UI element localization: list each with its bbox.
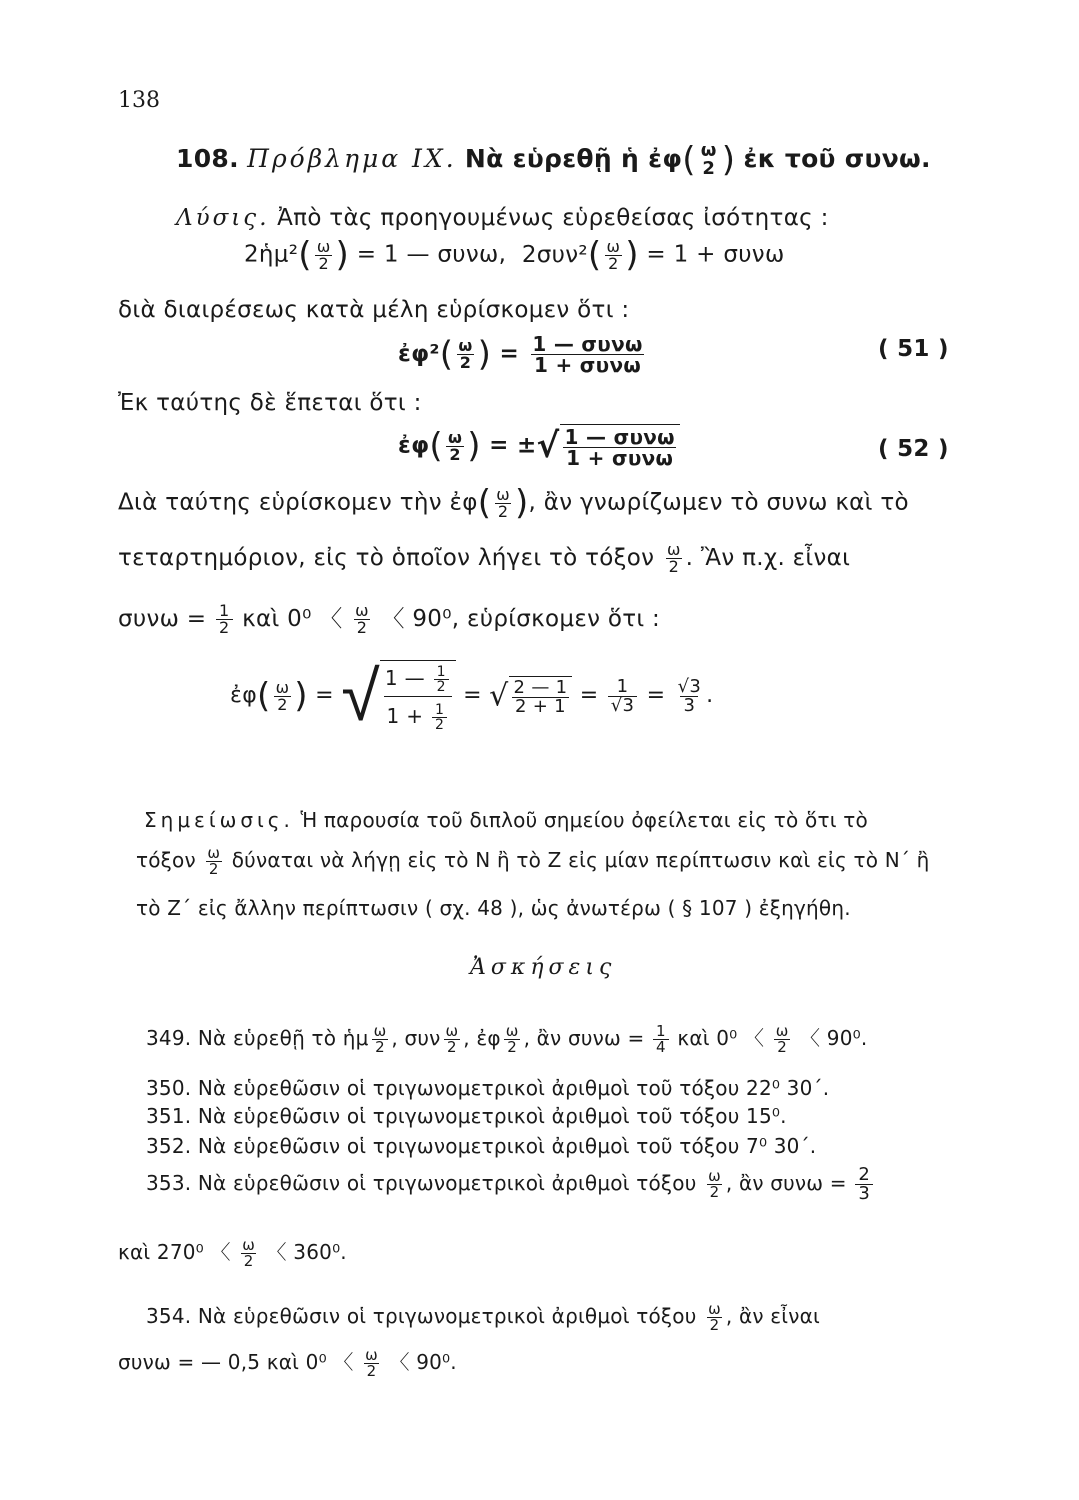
remark-line-2: τόξον $\frac{\omega}{2}$ δύναται νὰ λήγῃ εἰς τὸ Ν ἢ τὸ Ζ εἰς μίαν περίπτωσιν καὶ εἰς τὸ Ν΄ ἢ <box>136 844 930 878</box>
exercise-354-cont: συνω = — 0,5 καὶ 0⁰ 〈 $\frac{\omega}{2}$ 〈 90⁰. <box>118 1346 457 1380</box>
solution-line-2: διὰ διαιρέσεως κατὰ μέλη εὑρίσκομεν ὅτι : <box>118 297 630 323</box>
problem-label: Πρόβλημα IX. <box>247 144 457 173</box>
solution-line-6: συνω = $\frac{1}{2}$ καὶ 0⁰ 〈 $\frac{\omega}{2}$ 〈 90⁰, εὑρίσκομεν ὅτι : <box>118 601 661 637</box>
equation-51-tag: ( 51 ) <box>878 336 949 362</box>
remark-line-1: Σημείωσις. Ἡ παρουσία τοῦ διπλοῦ σημείου ὀφείλεται εἰς τὸ ὅτι τὸ <box>144 808 868 832</box>
remark-line-3: τὸ Ζ΄ εἰς ἄλλην περίπτωσιν ( σχ. 48 ), ὡς ἀνωτέρω ( § 107 ) ἐξηγήθη. <box>136 896 851 920</box>
equation-51: ἐφ²( $\frac{\omega}{2}$ ) = $\frac{\text{1 — συνω}}{\text{1 + συνω}}$ <box>398 332 643 377</box>
solution-line-1: Λύσις. Ἀπὸ τὰς προηγουμένως εὑρεθείσας ἰσότητας : <box>176 205 829 231</box>
equation-52-tag: ( 52 ) <box>878 436 949 462</box>
solution-label: Λύσις. <box>176 205 270 231</box>
problem-text-2: ἐκ τοῦ συνω. <box>743 144 931 173</box>
solution-line-5: τεταρτημόριον, εἰς τὸ ὁποῖον λήγει τὸ τόξον $\frac{\omega}{2}$ . Ἂν π.χ. εἶναι <box>118 540 851 576</box>
exercise-353: 353. Νὰ εὑρεθῶσιν οἱ τριγωνομετρικοὶ ἀριθμοὶ τόξου $\frac{\omega}{2}$ , ἂν συνω = $\frac{2}{3}$ <box>146 1166 875 1203</box>
solution-line-4: Διὰ ταύτης εὑρίσκομεν τὴν ἐφ( $\frac{\omega}{2}$ ), ἂν γνωρίζωμεν τὸ συνω καὶ τὸ <box>118 483 909 523</box>
exercise-352: 352. Νὰ εὑρεθῶσιν οἱ τριγωνομετρικοὶ ἀριθμοὶ τοῦ τόξου 7⁰ 30΄. <box>146 1134 817 1158</box>
remark-label: Σημείωσις. <box>144 808 294 832</box>
equation-52: ἐφ( $\frac{\omega}{2}$ ) = ±√ $\frac{\text{1 — συνω}}{\text{1 + συνω}}$ <box>398 424 680 468</box>
exercise-349: 349. Νὰ εὑρεθῇ τὸ ἡμ $\frac{\omega}{2}$ , συν $\frac{\omega}{2}$ , ἐφ $\frac{\omega}{2}$ , ἂν συνω = $\frac{1}{4}$ καὶ 0⁰ 〈 $\frac{\omega}{2}$ 〈 90⁰. <box>146 1022 868 1056</box>
exercise-351: 351. Νὰ εὑρεθῶσιν οἱ τριγωνομετρικοὶ ἀριθμοὶ τοῦ τόξου 15⁰. <box>146 1104 787 1128</box>
section-heading: 108. Πρόβλημα IX. Νὰ εὑρεθῇ ἡ ἐφ( ω 2 ) ἐκ τοῦ συνω. <box>176 140 931 180</box>
solution-line-3: Ἐκ ταύτης δὲ ἕπεται ὅτι : <box>118 390 422 416</box>
problem-text-1: Νὰ εὑρεθῇ ἡ ἐφ <box>464 144 683 173</box>
equation-1: 2ἡμ²( $\frac{\omega}{2}$ ) = 1 — συνω, 2συν²( $\frac{\omega}{2}$ ) = 1 + συνω <box>244 235 785 275</box>
exercise-354: 354. Νὰ εὑρεθῶσιν οἱ τριγωνομετρικοὶ ἀριθμοὶ τόξου $\frac{\omega}{2}$ , ἂν εἶναι <box>146 1300 820 1334</box>
page-number: 138 <box>118 88 160 113</box>
big-equation: ἐφ( $\frac{\omega}{2}$ ) = √ 1 — $\frac{1}{2}$ 1 + $\frac{1}{2}$ = √ $\frac{2 — 1}{2 + 1}$ = $\frac{1}{√3}$ = $\frac{√3}{3}$ . <box>230 655 714 737</box>
exercise-350: 350. Νὰ εὑρεθῶσιν οἱ τριγωνομετρικοὶ ἀριθμοὶ τοῦ τόξου 22⁰ 30΄. <box>146 1076 830 1100</box>
section-number: 108. <box>176 144 239 173</box>
exercise-353-cont: καὶ 270⁰ 〈 $\frac{\omega}{2}$ 〈 360⁰. <box>118 1236 347 1270</box>
exercises-heading: Ἀσκήσεις <box>470 955 617 980</box>
